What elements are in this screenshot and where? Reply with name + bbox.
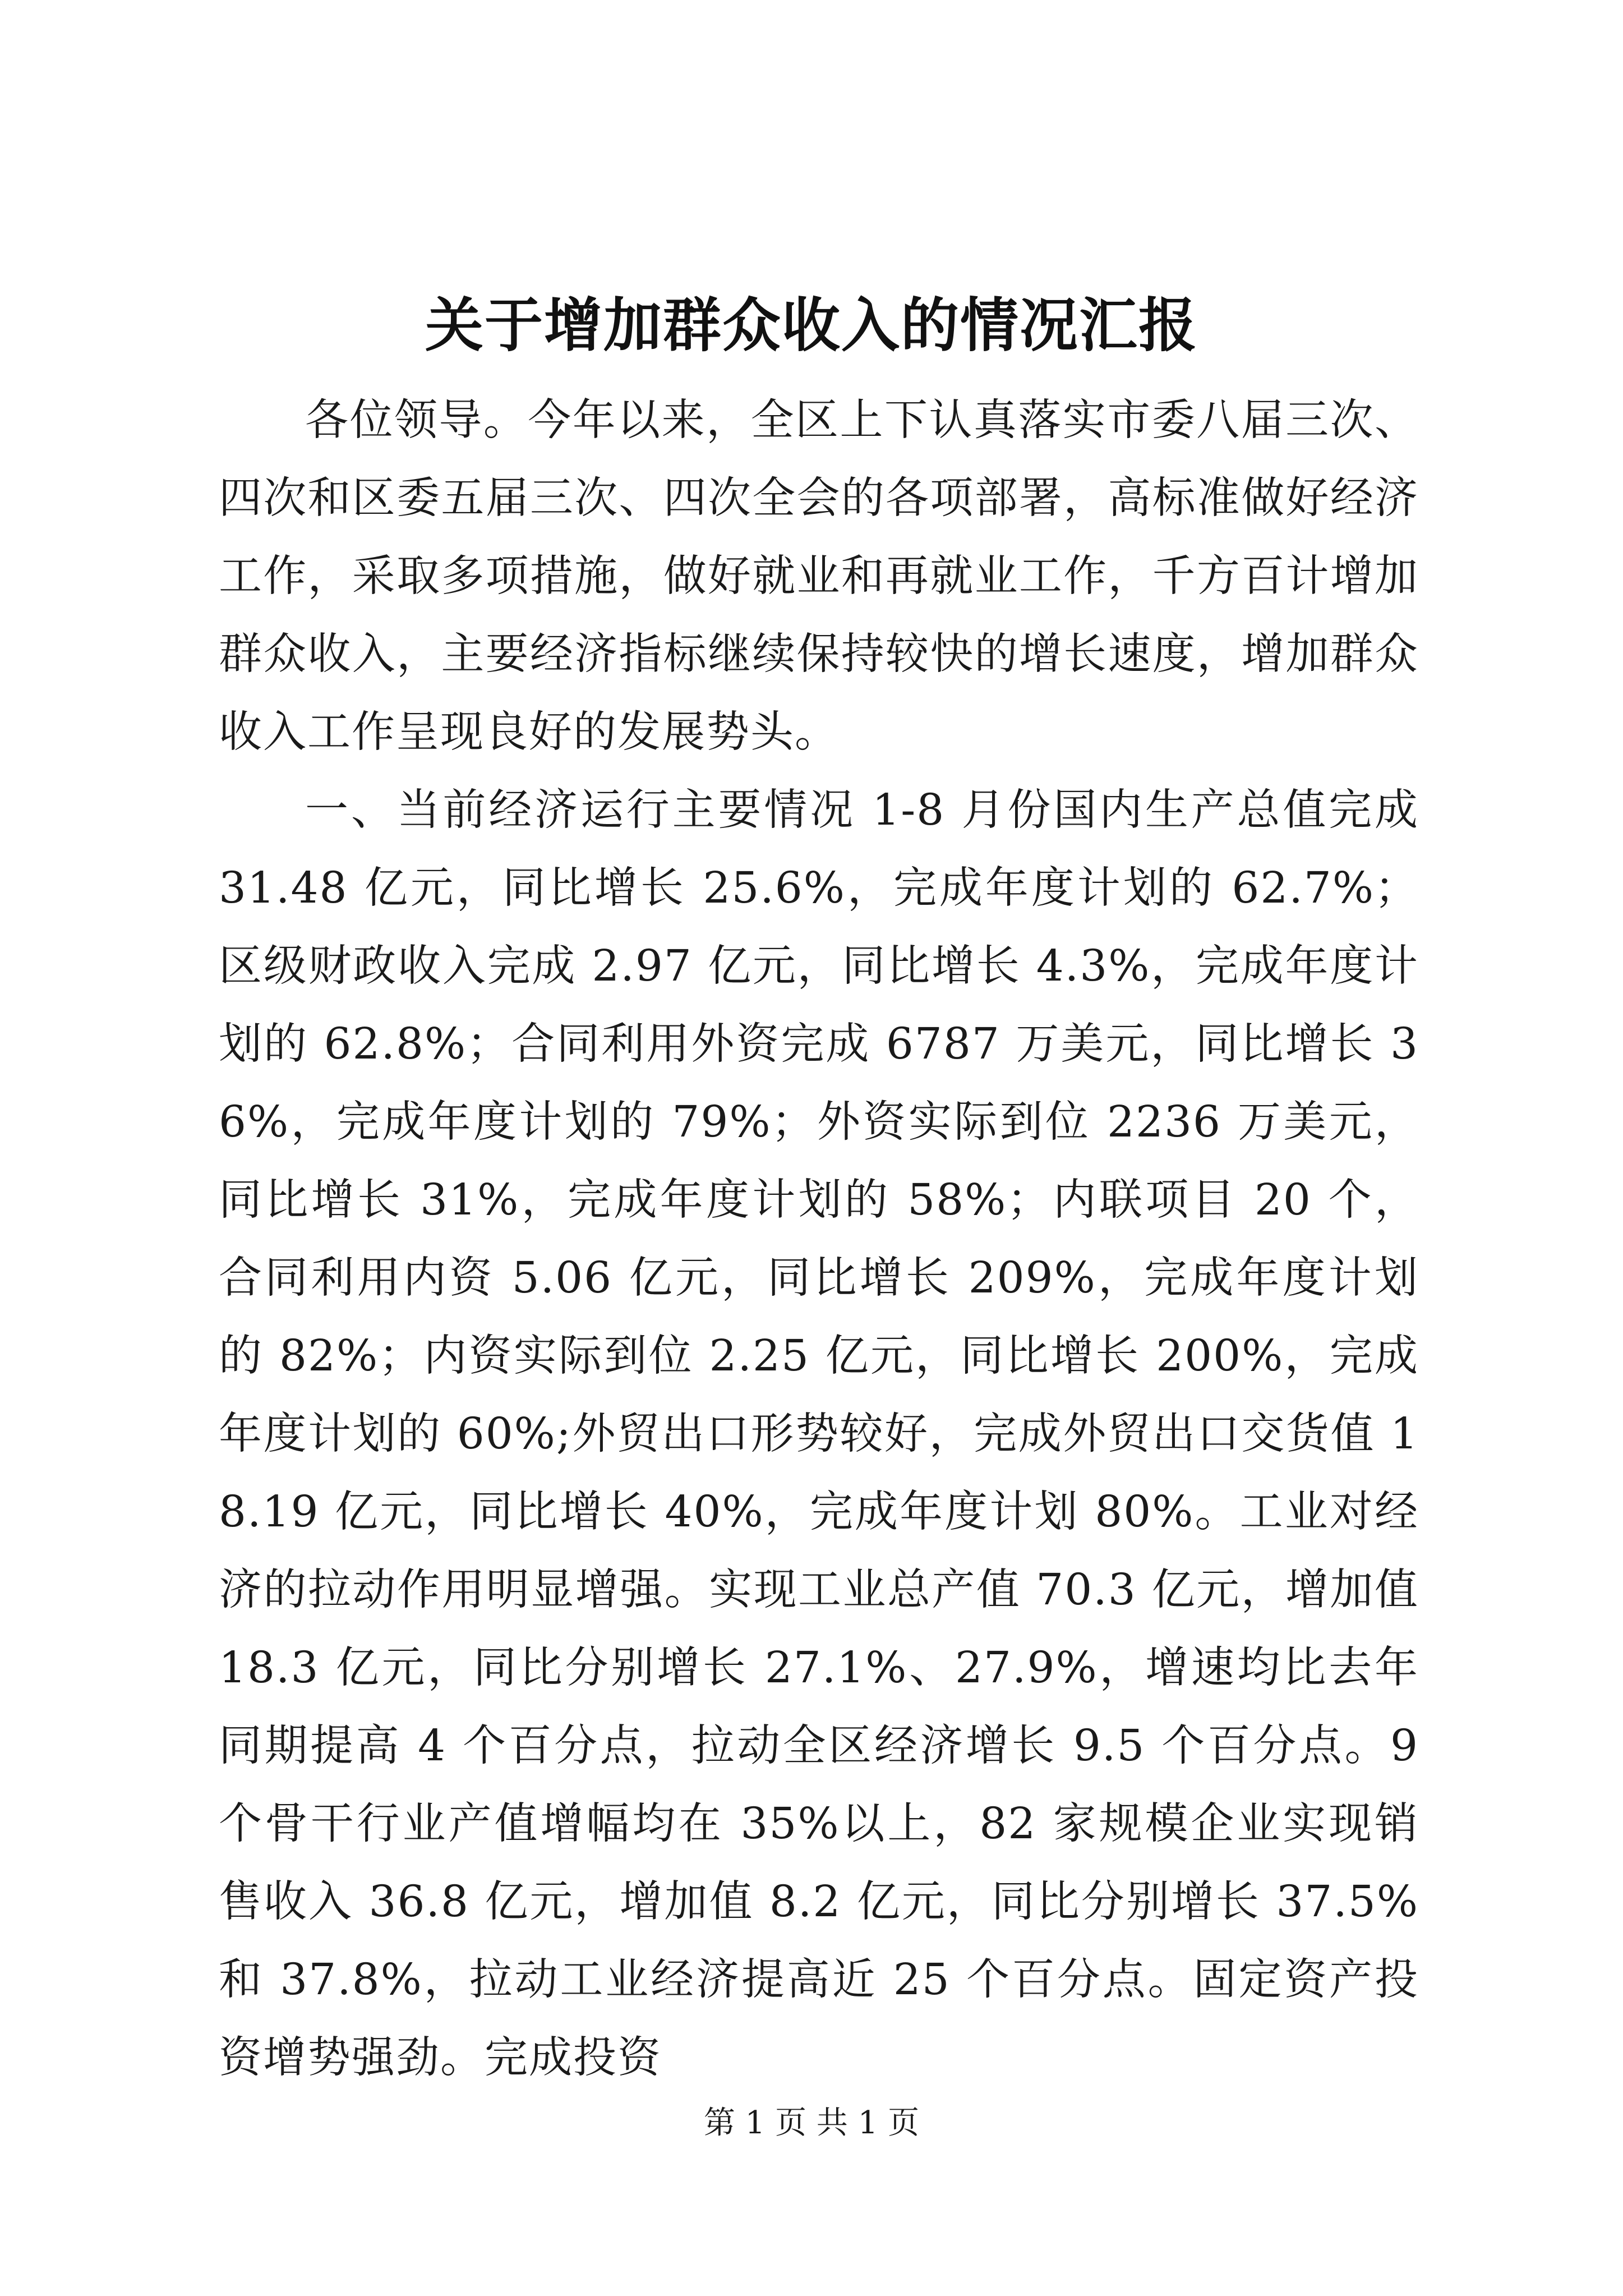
paragraph-economic-situation: 一、当前经济运行主要情况 1-8 月份国内生产总值完成 31.48 亿元，同比增长 25.6%，完成年度计划的 62.7%；区级财政收入完成 2.97 亿元，同比增长 4.3%，完成年度计划的 62.8%；合同利用外资完成 6787 万美元，同比增长 36%，完成年度计划的 79%；外资实际到位 2236 万美元，同比增长 31%，完成年度计划的 58%；内联项目 20 个，合同利用内资 5.06 亿元，同比增长 209%，完成年度计划的 82%；内资实际到位 2.25 亿元，同比增长 200%，完成年度计划的 60%;外贸出口形势较好，完成外贸出口交货值 18.19 亿元，同比增长 40%，完成年度计划 80%。工业对经济的拉动作用明显增强。实现工业总产值 70.3 亿元，增加值 18.3 亿元，同比分别增长 27.1%、27.9%，增速均比去年同期提高 4 个百分点，拉动全区经济增长 9.5 个百分点。9 个骨干行业产值增幅均在 35%以上，82 家规模企业实现销售收入 36.8 亿元，增加值 8.2 亿元，同比分别增长 37.5%和 37.8%，拉动工业经济提高近 25 个百分点。固定资产投资增势强劲。完成投资 — [219, 785, 1419, 2083]
document-body — [219, 381, 1419, 2097]
page-footer: 第 1 页 共 1 页 — [703, 2105, 920, 2141]
document-title: 关于增加群众收入的情况汇报 — [425, 291, 1198, 360]
paragraph-intro: 各位领导。今年以来，全区上下认真落实市委八届三次、四次和区委五届三次、四次全会的各项部署，高标准做好经济工作，采取多项措施，做好就业和再就业工作，千方百计增加群众收入，主要经济指标继续保持较快的增长速度，增加群众收入工作呈现良好的发展势头。 — [219, 395, 1419, 757]
